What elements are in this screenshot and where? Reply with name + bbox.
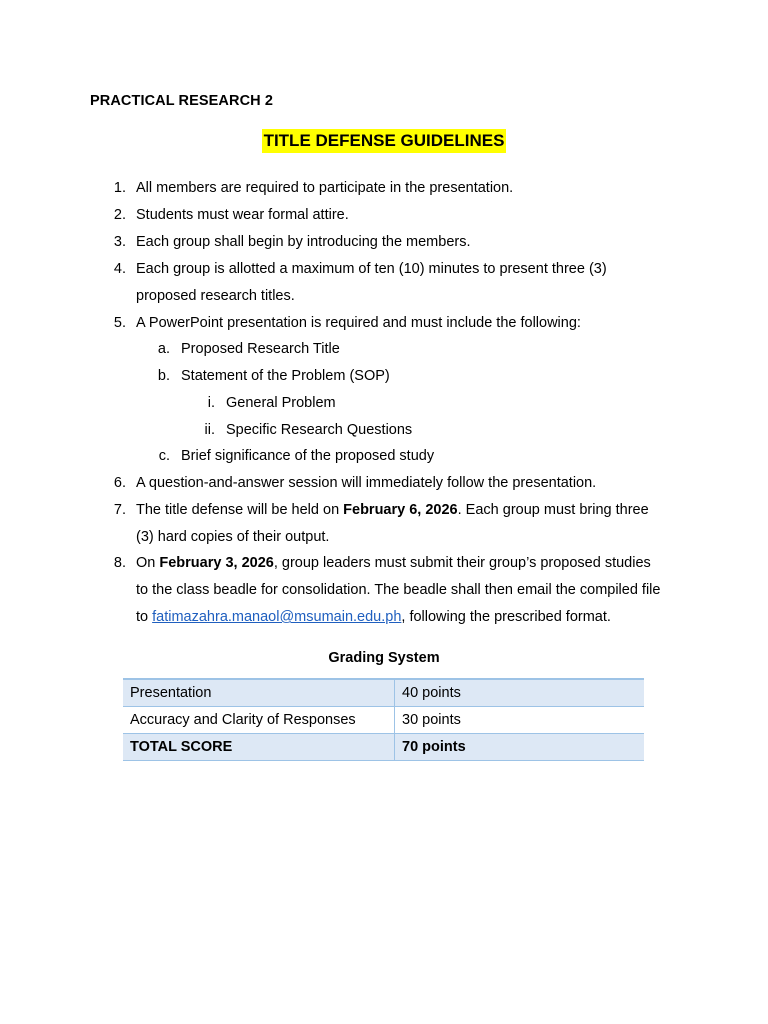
sub-sub-list-numeral: i. — [207, 395, 215, 411]
text-segment: The title defense will be held on — [136, 502, 344, 518]
total-label-cell: TOTAL SCORE — [123, 734, 395, 761]
table-row — [123, 707, 644, 734]
list-number: 1. — [113, 180, 126, 196]
list-text: Each group shall begin by introducing the members. — [136, 234, 471, 250]
text-segment: , group leaders must submit their group’s proposed studies — [273, 555, 651, 571]
sub-sub-list-text: General Problem — [226, 395, 336, 411]
list-text: Students must wear formal attire. — [136, 207, 349, 223]
sub-list-letter: a. — [157, 341, 170, 357]
list-number: 3. — [113, 234, 126, 250]
sub-sub-list-text: Specific Research Questions — [226, 422, 413, 438]
sub-sub-list-numeral: ii. — [204, 422, 215, 438]
grading-title: Grading System — [328, 650, 440, 666]
points-cell: 30 points — [395, 707, 645, 734]
list-text-continued: to the class beadle for consolidation. The beadle shall then email the compiled file — [136, 582, 661, 598]
course-heading: PRACTICAL RESEARCH 2 — [90, 93, 274, 109]
text-segment: On — [136, 555, 160, 571]
page-title: TITLE DEFENSE GUIDELINES — [262, 129, 507, 153]
title-container — [0, 129, 768, 153]
list-text: All members are required to participate in the presentation. — [136, 180, 514, 196]
list-number: 2. — [113, 207, 126, 223]
criterion-cell: Accuracy and Clarity of Responses — [123, 707, 395, 734]
total-row — [123, 734, 644, 761]
sub-list-text: Proposed Research Title — [181, 341, 340, 357]
list-number: 6. — [113, 475, 126, 491]
text-segment: to — [136, 609, 153, 625]
list-text-continued: proposed research titles. — [136, 288, 295, 304]
sub-list-text: Brief significance of the proposed study — [181, 448, 435, 464]
list-text — [136, 500, 649, 520]
table-row — [123, 679, 644, 707]
text-segment: , following the prescribed format. — [401, 609, 611, 625]
sub-list-text: Statement of the Problem (SOP) — [181, 368, 390, 384]
defense-date: February 6, 2026 — [343, 502, 458, 518]
criterion-cell: Presentation — [123, 679, 395, 707]
list-number: 5. — [113, 315, 126, 331]
total-points-cell: 70 points — [395, 734, 645, 761]
grading-table — [123, 678, 644, 761]
list-text: A question-and-answer session will immediately follow the presentation. — [136, 475, 597, 491]
list-text-continued: (3) hard copies of their output. — [136, 529, 330, 545]
list-text-continued — [136, 607, 611, 627]
list-number: 4. — [113, 261, 126, 277]
list-number: 8. — [113, 555, 126, 571]
sub-list-letter: c. — [158, 448, 170, 464]
list-text: Each group is allotted a maximum of ten (10) minutes to present three (3) — [136, 261, 607, 277]
text-segment: . Each group must bring three — [457, 502, 649, 518]
email-link[interactable]: fatimazahra.manaol@msumain.edu.ph — [152, 609, 402, 625]
points-cell: 40 points — [395, 679, 645, 707]
list-text — [136, 553, 651, 573]
list-text: A PowerPoint presentation is required and must include the following: — [136, 315, 581, 331]
submission-date: February 3, 2026 — [159, 555, 274, 571]
list-number: 7. — [113, 502, 126, 518]
sub-list-letter: b. — [157, 368, 170, 384]
